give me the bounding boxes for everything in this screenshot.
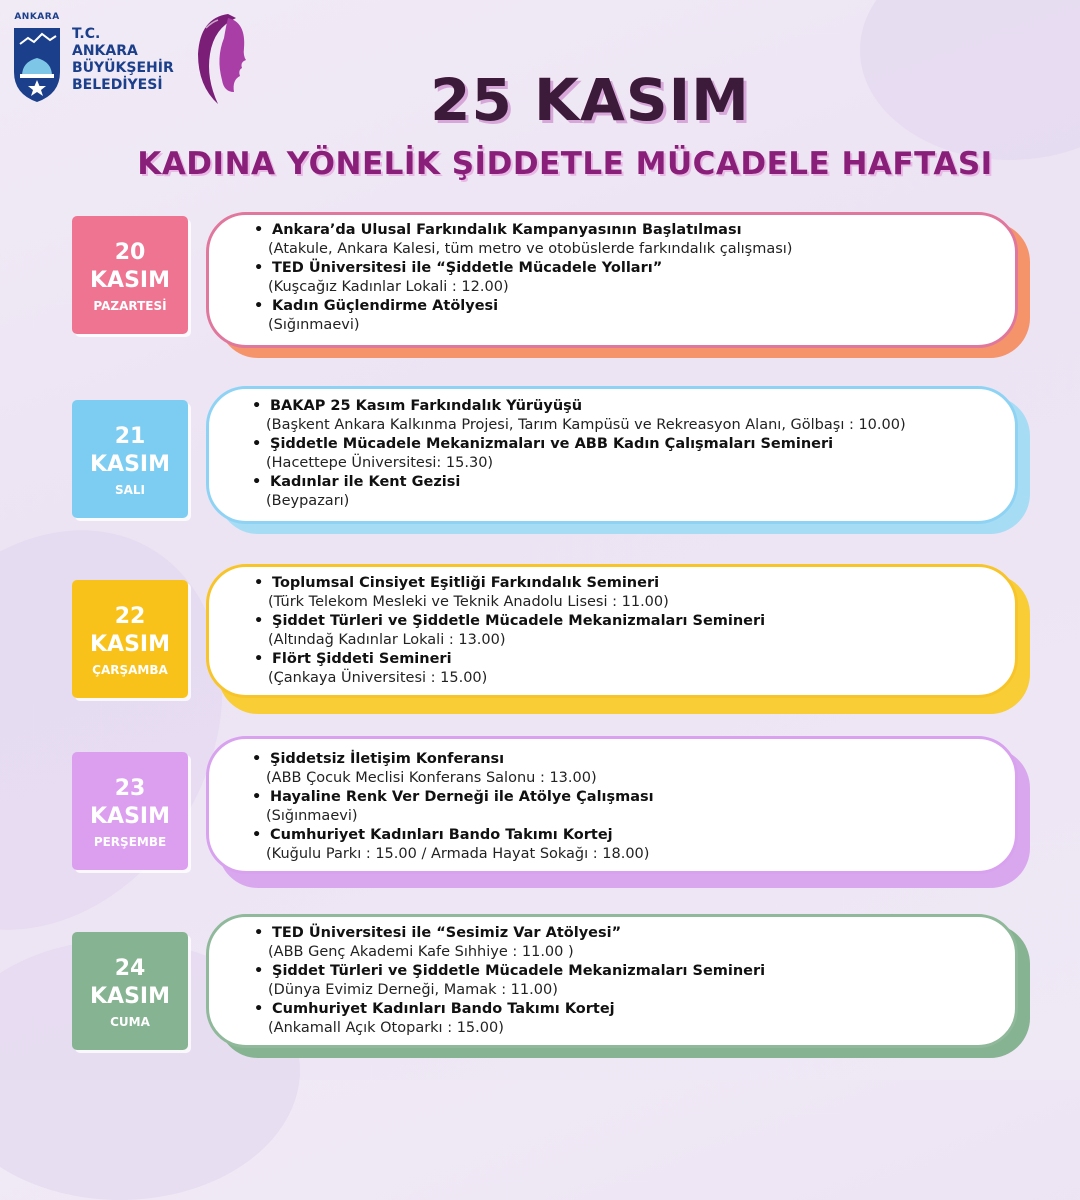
event-title: • Şiddetle Mücadele Mekanizmaları ve ABB Kadın Çalışmaları Semineri [252, 435, 906, 454]
ankara-shield-icon: ANKARA [10, 12, 64, 104]
month-label: KASIM [90, 452, 170, 477]
event-location: (Ankamall Açık Otoparkı : 15.00) [268, 1020, 504, 1036]
page-title: 25 KASIM [430, 66, 750, 134]
date-badge [72, 400, 188, 518]
event-title: • Toplumsal Cinsiyet Eşitliği Farkındalık Semineri [254, 574, 765, 593]
event-list [252, 397, 906, 511]
event-location: (Beypazarı) [266, 493, 350, 509]
day-number: 21 [114, 424, 146, 449]
event-location: (Çankaya Üniversitesi : 15.00) [268, 670, 488, 686]
month-label: KASIM [90, 984, 170, 1009]
day-number: 20 [114, 240, 146, 265]
event-title: • Şiddet Türleri ve Şiddetle Mücadele Mekanizmaları Semineri [254, 612, 765, 631]
page-subtitle: KADINA YÖNELİK ŞİDDETLE MÜCADELE HAFTASI [137, 146, 993, 182]
day-number: 23 [114, 776, 146, 801]
org-name: T.C. ANKARA BÜYÜKŞEHİR BELEDİYESİ [72, 26, 174, 93]
event-title: • Cumhuriyet Kadınları Bando Takımı Kortej [254, 1000, 765, 1019]
event-title: • Şiddet Türleri ve Şiddetle Mücadele Mekanizmaları Semineri [254, 962, 765, 981]
event-list [252, 750, 654, 864]
event-title: • TED Üniversitesi ile “Sesimiz Var Atölyesi” [254, 924, 765, 943]
event-location: (Kuşcağız Kadınlar Lokali : 12.00) [268, 279, 509, 295]
event-title: • TED Üniversitesi ile “Şiddetle Mücadele Yolları” [254, 259, 792, 278]
event-location: (Atakule, Ankara Kalesi, tüm metro ve otobüslerde farkındalık çalışması) [268, 241, 793, 257]
event-location: (Altındağ Kadınlar Lokali : 13.00) [268, 632, 506, 648]
date-badge [72, 216, 188, 334]
event-list [254, 221, 792, 335]
weekday-label: CUMA [110, 1015, 150, 1029]
event-title: • Flört Şiddeti Semineri [254, 650, 765, 669]
weekday-label: SALI [114, 483, 146, 497]
event-location: (ABB Çocuk Meclisi Konferans Salonu : 13.00) [266, 770, 597, 786]
event-location: (Kuğulu Parkı : 15.00 / Armada Hayat Sokağı : 18.00) [266, 846, 650, 862]
event-location: (Başkent Ankara Kalkınma Projesi, Tarım Kampüsü ve Rekreasyon Alanı, Gölbaşı : 10.00) [266, 417, 906, 433]
event-location: (Sığınmaevi) [268, 317, 360, 333]
date-badge [72, 932, 188, 1050]
date-badge [72, 580, 188, 698]
event-location: (Hacettepe Üniversitesi: 15.30) [266, 455, 494, 471]
event-title: • Şiddetsiz İletişim Konferansı [252, 750, 654, 769]
event-location: (Türk Telekom Mesleki ve Teknik Anadolu Lisesi : 11.00) [268, 594, 669, 610]
month-label: KASIM [90, 804, 170, 829]
weekday-label: ÇARŞAMBA [92, 663, 168, 677]
event-title: • BAKAP 25 Kasım Farkındalık Yürüyüşü [252, 397, 906, 416]
event-title: • Kadın Güçlendirme Atölyesi [254, 297, 792, 316]
event-title: • Kadınlar ile Kent Gezisi [252, 473, 906, 492]
event-location: (Sığınmaevi) [266, 808, 358, 824]
event-title: • Ankara’da Ulusal Farkındalık Kampanyasının Başlatılması [254, 221, 792, 240]
weekday-label: PAZARTESİ [93, 299, 167, 313]
event-title: • Hayaline Renk Ver Derneği ile Atölye Çalışması [252, 788, 654, 807]
date-badge [72, 752, 188, 870]
event-location: (ABB Genç Akademi Kafe Sıhhiye : 11.00 ) [268, 944, 574, 960]
month-label: KASIM [90, 632, 170, 657]
event-list [254, 924, 765, 1038]
event-list [254, 574, 765, 688]
event-title: • Cumhuriyet Kadınları Bando Takımı Kortej [252, 826, 654, 845]
event-location: (Dünya Evimiz Derneği, Mamak : 11.00) [268, 982, 558, 998]
month-label: KASIM [90, 268, 170, 293]
day-number: 22 [114, 604, 146, 629]
weekday-label: PERŞEMBE [93, 835, 167, 849]
day-number: 24 [114, 956, 146, 981]
